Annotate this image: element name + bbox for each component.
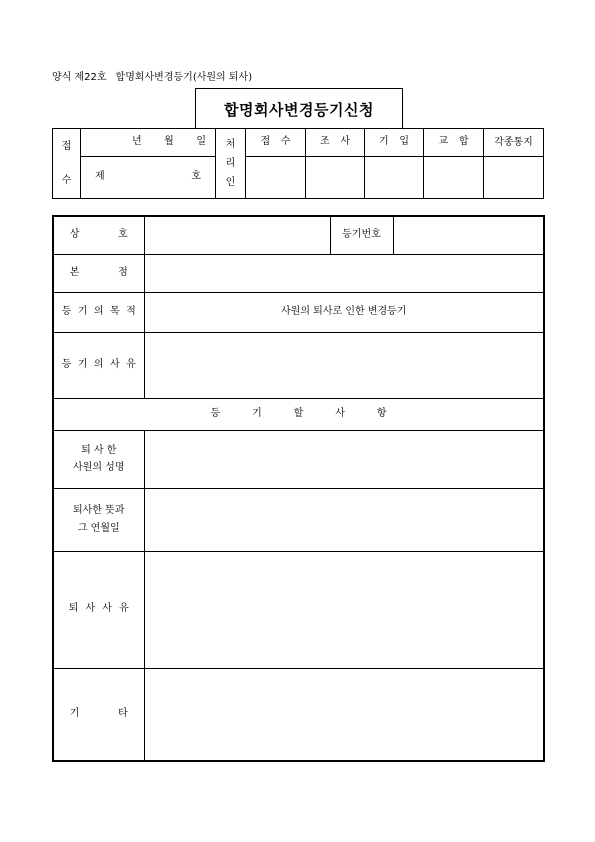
reason-label-cell — [53, 332, 144, 398]
table-row — [53, 668, 544, 761]
reception-number-label: 제 호 — [95, 171, 201, 182]
matters-heading: 등 기 할 사 항 — [210, 407, 387, 419]
form-header-line — [52, 71, 252, 85]
registration-number-label: 등기번호 — [330, 216, 393, 254]
processor-label-char: 리 — [225, 158, 236, 169]
process-column-collation: 교 합 — [424, 129, 484, 157]
receipt-table — [52, 128, 544, 199]
table-row — [53, 254, 544, 292]
stamp-box-inspection — [306, 157, 365, 199]
form-number: 양식 제22호 — [52, 72, 107, 83]
document-title: 합명회사변경등기신청 — [195, 88, 403, 129]
stamp-box-reception — [246, 157, 306, 199]
reception-label-top: 접 — [61, 140, 72, 152]
other-label-cell — [53, 668, 144, 761]
reception-label-bottom: 수 — [61, 174, 72, 186]
reception-date-cell — [81, 129, 216, 157]
table-row — [53, 551, 544, 668]
reception-number-cell — [81, 157, 216, 199]
retirement-intent-date-label-line: 그 연월일 — [77, 522, 120, 534]
table-row — [53, 488, 544, 551]
head-office-label: 본 점 — [69, 266, 128, 278]
table-row — [53, 430, 544, 488]
reason-label: 등 기 의 사 유 — [61, 358, 136, 370]
purpose-label-cell — [53, 292, 144, 332]
reception-date-label: 년 월 일 — [132, 136, 206, 147]
other-label: 기 타 — [69, 707, 128, 719]
table-row — [53, 292, 544, 332]
retirement-intent-date-label-line: 퇴사한 뜻과 — [73, 504, 125, 516]
head-office-label-cell — [53, 254, 144, 292]
matters-heading-cell — [53, 398, 544, 430]
retirement-reason-label: 퇴 사 사 유 — [68, 603, 129, 614]
trade-name-label-cell — [53, 216, 144, 254]
processor-label-char: 처 — [225, 139, 236, 150]
table-row — [53, 332, 544, 398]
process-column-notification: 각종통지 — [484, 129, 544, 157]
table-row — [53, 216, 544, 254]
processor-label-cell — [216, 129, 246, 199]
table-row — [53, 398, 544, 430]
reason-field — [144, 332, 544, 398]
retirement-intent-date-label-cell — [53, 488, 144, 551]
process-column-reception: 접 수 — [246, 129, 306, 157]
purpose-label: 등 기 의 목 적 — [61, 305, 136, 317]
process-column-inspection: 조 사 — [306, 129, 365, 157]
trade-name-label: 상 호 — [69, 228, 128, 240]
head-office-field — [144, 254, 544, 292]
other-field — [144, 668, 544, 761]
stamp-box-collation — [424, 157, 484, 199]
retired-member-name-label-line: 사원의 성명 — [73, 462, 125, 473]
trade-name-field — [144, 216, 330, 254]
retired-member-name-field — [144, 430, 544, 488]
purpose-value: 사원의 퇴사로 인한 변경등기 — [144, 292, 544, 332]
processor-label-char: 인 — [225, 177, 236, 188]
reception-label-cell — [53, 129, 81, 199]
application-table — [52, 215, 545, 762]
registration-number-field — [393, 216, 544, 254]
retired-member-name-label-cell — [53, 430, 144, 488]
retirement-intent-date-field — [144, 488, 544, 551]
stamp-box-notification — [484, 157, 544, 199]
retirement-reason-label-cell — [53, 551, 144, 668]
process-column-entry: 기 입 — [365, 129, 424, 157]
stamp-box-entry — [365, 157, 424, 199]
retirement-reason-field — [144, 551, 544, 668]
retired-member-name-label-line: 퇴 사 한 — [81, 445, 117, 456]
form-name: 합명회사변경등기(사원의 퇴사) — [115, 72, 253, 83]
